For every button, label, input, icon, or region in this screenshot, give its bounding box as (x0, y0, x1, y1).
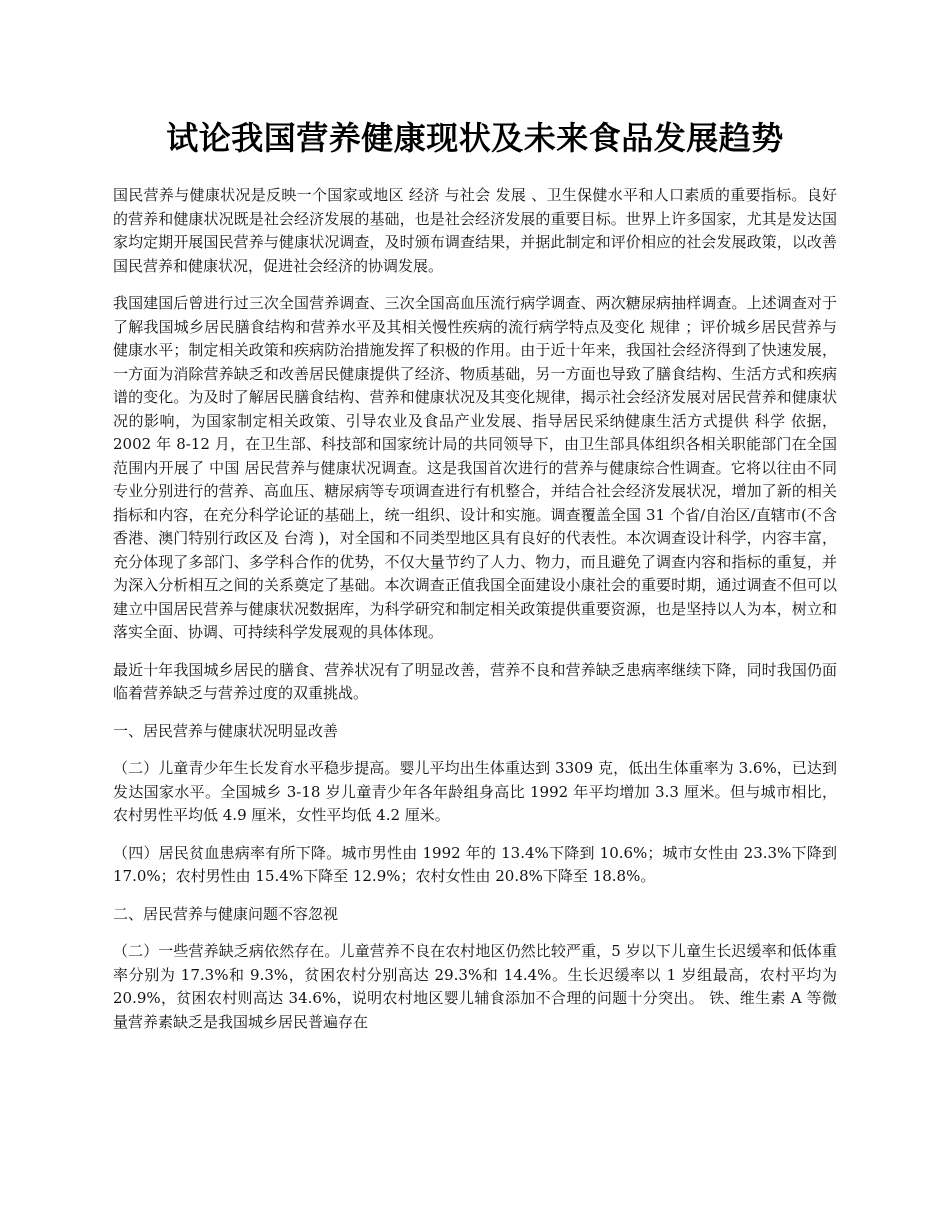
section-heading-problems: 二、居民营养与健康问题不容忽视 (113, 904, 339, 923)
paragraph-anemia: （四）居民贫血患病率有所下降。城市男性由 1992 年的 13.4%下降到 10.6%；城市女性由 23.3%下降到 17.0%；农村男性由 15.4%下降至 12.9%；农村女性由 20.8%下降至 18.8%。 (113, 843, 837, 885)
paragraph-summary: 最近十年我国城乡居民的膳食、营养状况有了明显改善，营养不良和营养缺乏患病率继续下降，同时我国仍面临着营养缺乏与营养过度的双重挑战。 (113, 660, 837, 702)
section-heading-improvement: 一、居民营养与健康状况明显改善 (113, 721, 339, 740)
paragraph-intro: 国民营养与健康状况是反映一个国家或地区 经济 与社会 发展 、卫生保健水平和人口素质的重要指标。良好的营养和健康状况既是社会经济发展的基础，也是社会经济发展的重要目标。世界上许多国家，尤其是发达国家均定期开展国民营养与健康状况调查，及时颁布调查结果，并据此制定和评价相应的社会发展政策，以改善国民营养和健康状况，促进社会经济的协调发展。 (113, 186, 837, 275)
paragraph-deficiency: （二）一些营养缺乏病依然存在。儿童营养不良在农村地区仍然比较严重，5 岁以下儿童生长迟缓率和低体重率分别为 17.3%和 9.3%，贫困农村分别高达 29.3%和 14.4%。生长迟缓率以 1 岁组最高，农村平均为 20.9%，贫困农村则高达 34.6%，说明农村地区婴儿辅食添加不合理的问题十分突出。 铁、维生素 A 等微量营养素缺乏是我国城乡居民普遍存在 (113, 942, 837, 1031)
paragraph-survey-background: 我国建国后曾进行过三次全国营养调查、三次全国高血压流行病学调查、两次糖尿病抽样调查。上述调查对于了解我国城乡居民膳食结构和营养水平及其相关慢性疾病的流行病学特点及变化 规律 ；评价城乡居民营养与健康水平；制定相关政策和疾病防治措施发挥了积极的作用。由于近十年来，我国社会经济得到了快速发展，一方面为消除营养缺乏和改善居民健康提供了经济、物质基础，另一方面也导致了膳食结构、生活方式和疾病谱的变化。为及时了解居民膳食结构、营养和健康状况及其变化规律，揭示社会经济发展对居民营养和健康状况的影响，为国家制定相关政策、引导农业及食品产业发展、指导居民采纳健康生活方式提供 科学 依据，2002 年 8-12 月，在卫生部、科技部和国家统计局的共同领导下，由卫生部具体组织各相关职能部门在全国范围内开展了 中国 居民营养与健康状况调查。这是我国首次进行的营养与健康综合性调查。它将以往由不同专业分别进行的营养、高血压、糖尿病等专项调查进行有机整合，并结合社会经济发展状况，增加了新的相关指标和内容，在充分科学论证的基础上，统一组织、设计和实施。调查覆盖全国 31 个省/自治区/直辖市(不含香港、澳门特别行政区及 台湾 )，对全国和不同类型地区具有良好的代表性。本次调查设计科学，内容丰富，充分体现了多部门、多学科合作的优势，不仅大量节约了人力、物力，而且避免了调查内容和指标的重复，并为深入分析相互之间的关系奠定了基础。本次调查正值我国全面建设小康社会的重要时期，通过调查不但可以建立中国居民营养与健康状况数据库，为科学研究和制定相关政策提供重要资源，也是坚持以人为本，树立和落实全面、协调、可持续科学发展观的具体体现。 (113, 294, 837, 641)
paragraph-child-growth: （二）儿童青少年生长发育水平稳步提高。婴儿平均出生体重达到 3309 克，低出生体重率为 3.6%，已达到发达国家水平。全国城乡 3-18 岁儿童青少年各年龄组身高比 1992 年平均增加 3.3 厘米。但与城市相比，农村男性平均低 4.9 厘米，女性平均低 4.2 厘米。 (113, 759, 837, 824)
document-title: 试论我国营养健康现状及未来食品发展趋势 (166, 119, 784, 157)
document-page (113, 112, 837, 1048)
